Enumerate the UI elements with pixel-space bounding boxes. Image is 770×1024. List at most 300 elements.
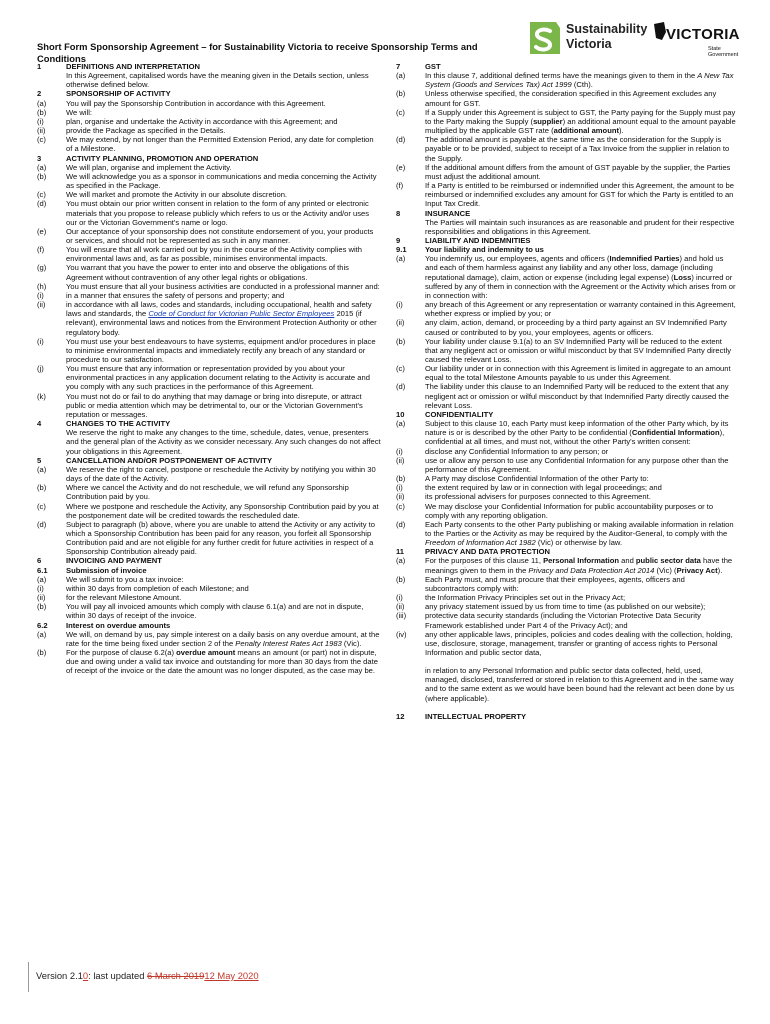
clause-text-run: its professional advisers for purposes connected to this Agreement. <box>425 492 651 502</box>
clause-text-run: provide the Package as specified in the Details. <box>66 126 226 136</box>
clause-text <box>425 602 736 611</box>
clause-number: 12 <box>396 711 405 721</box>
clause-number: (i) <box>396 593 403 603</box>
clause-paragraph <box>396 492 736 501</box>
clause-paragraph <box>396 254 736 300</box>
clause-number <box>396 666 425 703</box>
act-title: A New Tax System (Goods and Services Tax) Act 1999 <box>425 71 734 90</box>
clause-paragraph <box>37 163 382 172</box>
clause-text <box>66 291 382 300</box>
clause-text <box>425 712 736 721</box>
clause-paragraph <box>37 135 382 153</box>
act-title: Penalty Interest Rates Act 1983 <box>235 638 342 648</box>
clause-number: (a) <box>396 71 406 81</box>
clause-text-run: ). <box>619 126 624 136</box>
clause-text-run: in accordance with all laws, codes and standards, including occupational, health and safety laws and standards, the <box>66 300 372 319</box>
document-title: Short Form Sponsorship Agreement – for Sustainability Victoria to receive Sponsorship Terms and Conditions <box>37 41 478 64</box>
clause-number: (ii) <box>37 300 46 310</box>
clause-paragraph <box>396 300 736 318</box>
clause-number: 1 <box>37 62 42 71</box>
clause-paragraph <box>396 447 736 456</box>
vic-logo-sub1: State <box>708 46 721 52</box>
clause-text <box>425 382 736 409</box>
vic-logo-sub2: Government <box>708 52 739 58</box>
clause-text-run: We reserve the right to cancel, postpone or reschedule the Activity by notifying you within 30 days of the date of the Activity. <box>66 464 376 484</box>
clause-number: (b) <box>37 648 47 657</box>
clause-text-run: We will market and promote the Activity in our absolute discretion. <box>66 190 288 200</box>
clause-text <box>66 465 382 483</box>
clause-text <box>66 566 382 575</box>
clause-text <box>66 648 382 675</box>
clause-text-run: any privacy statement issued by us from time to time (as published on our website); <box>425 602 706 612</box>
clause-text-run: (Cth). <box>571 80 593 90</box>
clause-paragraph <box>37 263 382 281</box>
clause-paragraph <box>396 135 736 162</box>
clause-number: (i) <box>396 483 403 493</box>
clause-paragraph <box>37 392 382 419</box>
clause-text-run: in a manner that ensures the safety of persons and property; and <box>66 290 285 300</box>
clause-text-run: LIABILITY AND INDEMNITIES <box>425 235 531 245</box>
clause-text <box>66 602 382 620</box>
clause-text-run: ACTIVITY PLANNING, PROMOTION AND OPERATION <box>66 153 259 163</box>
clause-text <box>425 520 736 547</box>
clause-paragraph <box>37 300 382 337</box>
clause-text-run: ) and hold us and each of them harmless against any liability and any other loss, damage (including reputational damage), claim, action or expense (including legal expense) ( <box>425 254 724 282</box>
clause-text-run: PRIVACY AND DATA PROTECTION <box>425 547 551 557</box>
clause-text-run: ) an additional amount equal to the amount payable multiplied by the applicable GST rate ( <box>425 116 736 136</box>
clause-text <box>425 181 736 208</box>
clause-paragraph <box>396 337 736 364</box>
clause-text-run: CANCELLATION AND/OR POSTPONEMENT OF ACTIVITY <box>66 455 273 465</box>
clause-text <box>66 263 382 281</box>
clause-number: (a) <box>396 556 406 566</box>
clause-text <box>66 190 382 199</box>
defined-term: Confidential Information <box>631 428 720 438</box>
clause-text <box>66 154 382 163</box>
clause-number: (d) <box>37 519 47 529</box>
clause-number: (b) <box>37 602 47 612</box>
clause-number: (ii) <box>37 593 46 603</box>
clause-text <box>66 428 382 455</box>
clause-heading <box>37 62 382 71</box>
clause-text <box>425 547 736 556</box>
clause-text <box>66 89 382 98</box>
clause-text-run: We will plan, organise and implement the Activity. <box>66 162 232 172</box>
footer-inserted-date: 12 May 2020 <box>204 970 259 981</box>
clause-text-run: (Vic). <box>341 638 362 648</box>
clause-number: (c) <box>37 190 46 200</box>
clause-text <box>425 71 736 89</box>
clause-text <box>66 392 382 419</box>
clause-text <box>425 318 736 336</box>
clause-paragraph <box>37 117 382 126</box>
clause-number: (i) <box>37 116 44 126</box>
footer-version-prefix: Version 2.1 <box>36 970 83 981</box>
clause-text <box>66 71 382 89</box>
clause-number: (a) <box>396 254 406 264</box>
act-title: Privacy and Data Protection Act 2014 <box>528 565 655 575</box>
clause-text <box>66 282 382 291</box>
clause-text <box>66 172 382 190</box>
clause-text-run: Your liability under clause 9.1(a) to an SV Indemnified Party will be reduced to the extent that any negligent act or omission or wilful misconduct by that SV Indemnified Party directly caused the relevant Loss. <box>425 336 732 364</box>
clause-number: (j) <box>37 364 44 374</box>
clause-text-run: If the additional amount differs from the amount of GST payable by the supplier, the Parties must adjust the additional amount. <box>425 162 731 181</box>
clause-text-run: You must use your best endeavours to have systems, equipment and/or procedures in place to minimise environmental impacts and immediately rectify any breach of any standard or procedure to our satisfaction. <box>66 336 376 364</box>
clause-text <box>425 218 736 236</box>
clause-text <box>425 556 736 574</box>
clause-text-run: protective data security standards (including the Victorian Protective Data Security Framework established under Part 4 of the Privacy Act); and <box>425 611 701 630</box>
clause-text-run: We will submit to you a tax invoice: <box>66 574 184 584</box>
clause-number: (i) <box>396 300 403 310</box>
clause-text <box>425 666 736 703</box>
act-title: Freedom of Information Act 1982 <box>425 538 536 548</box>
clause-text <box>425 630 736 657</box>
version-footer <box>36 970 259 981</box>
clause-text-run: You must ensure that any information or representation provided by you about your environmental practices in any application document relating to the Activity is accurate and you comply with any such practices in the performance of this Agreement. <box>66 364 370 392</box>
clause-number: (c) <box>396 364 405 374</box>
clause-text-run: You warrant that you have the power to enter into and observe the obligations of this Agreement without contravention of any other legal rights or obligations. <box>66 263 349 282</box>
clause-text-run: have the meanings given to them in the <box>425 556 733 575</box>
clause-paragraph <box>37 502 382 520</box>
clause-paragraph <box>37 520 382 557</box>
clause-text <box>425 410 736 419</box>
clause-text-run: 2015 (if relevant), environmental laws and notices from the Environment Protection Authority or other regulatory body. <box>66 309 377 337</box>
clause-text-run: the extent required by law or in connection with legal proceedings; and <box>425 483 662 493</box>
clause-number: (i) <box>396 446 403 456</box>
clause-number: 6 <box>37 556 42 566</box>
clause-text-run: Subject to this clause 10, each Party must keep information of the other Party which, by its nature is or is described by the other Party to be confidential ( <box>425 419 729 438</box>
clause-paragraph <box>37 99 382 108</box>
clause-heading <box>37 89 382 98</box>
clause-number: 11 <box>396 547 405 557</box>
clause-text <box>425 419 736 446</box>
clause-text-run: within 30 days from completion of each Milestone; and <box>66 583 249 593</box>
clause-paragraph <box>396 575 736 593</box>
clause-text-run: Subject to paragraph (b) above, where you are unable to attend the Activity or any activity to which a Sponsorship Contribution has been paid for any reason, you forfeit all Sponsorship Contribution paid and are not eligible for any further credit for future activities in respect of a Sponsorship Contribution already paid. <box>66 519 375 557</box>
clause-number: (c) <box>37 501 46 511</box>
clause-number: (k) <box>37 391 46 401</box>
clause-text-run: You will pay all invoiced amounts which comply with clause 6.1(a) and are not in dispute, within 30 days of receipt of the invoice. <box>66 602 364 621</box>
clause-text <box>425 62 736 71</box>
clause-text <box>425 108 736 135</box>
defined-term: Loss <box>673 272 692 282</box>
clause-paragraph <box>396 611 736 629</box>
clause-paragraph <box>396 474 736 483</box>
clause-heading <box>37 621 382 630</box>
clause-number: (a) <box>37 98 47 108</box>
clause-heading <box>37 456 382 465</box>
clause-paragraph <box>37 648 382 675</box>
clause-text <box>66 126 382 135</box>
clause-text-run: You will ensure that all work carried out by you in the course of the Activity complies with environmental laws and, as far as possible, minimises environmental impacts. <box>66 245 363 264</box>
clause-number: (b) <box>37 483 47 493</box>
clause-text-run: Submission of invoice <box>66 565 147 575</box>
clause-heading <box>396 62 736 71</box>
clause-number: (e) <box>396 162 406 172</box>
clause-heading <box>396 245 736 254</box>
clause-heading <box>396 236 736 245</box>
clause-number: (a) <box>37 464 47 474</box>
clause-number: (ii) <box>396 455 405 465</box>
clause-text-run: GST <box>425 62 441 71</box>
clause-text-run: We reserve the right to make any changes to the time, schedule, dates, venue, presenters and the general plan of the Activity as we consider necessary. Any such changes do not affect your obligations in this Agreement. <box>66 428 381 456</box>
clause-number: (ii) <box>37 126 46 136</box>
clause-text <box>66 593 382 602</box>
clause-paragraph <box>37 126 382 135</box>
clause-number: (b) <box>396 336 406 346</box>
clause-text-run: In this clause 7, additional defined terms have the meanings given to them in the <box>425 71 698 81</box>
clause-text <box>66 199 382 226</box>
clause-paragraph <box>396 89 736 107</box>
clause-paragraph <box>396 520 736 547</box>
defined-term: overdue amount <box>176 648 236 657</box>
clause-paragraph <box>37 364 382 391</box>
clause-paragraph <box>396 602 736 611</box>
clause-text-run: ). <box>717 565 723 575</box>
clause-text-run: the Information Privacy Principles set out in the Privacy Act; <box>425 593 626 603</box>
clause-text-run: The additional amount is payable at the same time as the consideration for the Supply is payable or to be provided, subject to receipt of a Tax Invoice from the supplier in relation to the Supply. <box>425 135 730 163</box>
clause-text-run: You must ensure that all your business activities are conducted in a professional manner and: <box>66 281 380 291</box>
clause-text-run: You must not do or fail to do anything that may damage or bring into disrepute, or attract public or media attention which may be detrimental to, our or the Victorian Government's reputation or messages. <box>66 391 363 419</box>
clause-text <box>66 483 382 501</box>
clause-paragraph <box>396 108 736 135</box>
clause-text <box>425 474 736 483</box>
clause-number: (i) <box>37 336 44 346</box>
clause-text-run: We will, on demand by us, pay simple interest on a daily basis on any overdue amount, at the rate for the time being fixed under section 2 of the <box>66 629 380 648</box>
clause-number <box>37 428 66 455</box>
clause-text-run: use or allow any person to use any Confidential Information for any purpose other than the performance of this Agreement. <box>425 455 729 474</box>
clause-text-run: (Vic) or otherwise by law. <box>535 538 623 548</box>
clause-number: (d) <box>37 199 47 209</box>
clause-paragraph <box>396 419 736 446</box>
clause-heading <box>396 547 736 556</box>
clause-text-run: INSURANCE <box>425 208 471 218</box>
clause-paragraph <box>396 218 736 236</box>
clause-number: (ii) <box>396 602 405 612</box>
clause-text-run: for the relevant Milestone Amount. <box>66 593 182 603</box>
clause-number: (i) <box>37 290 44 300</box>
defined-term: Indemnified Parties <box>609 254 680 264</box>
clause-text-run: CONFIDENTIALITY <box>425 409 494 419</box>
clause-text-run: Where we postpone and reschedule the Activity, any Sponsorship Contribution paid by you at the postponement date will be credited towards the rescheduled date. <box>66 501 379 520</box>
clause-text <box>66 502 382 520</box>
clause-number: 2 <box>37 89 42 99</box>
clause-heading <box>37 566 382 575</box>
footer-deleted-date: 6 March 2019 <box>147 970 205 981</box>
clause-number: 6.1 <box>37 565 48 575</box>
clause-paragraph <box>37 71 382 89</box>
clause-text-run: The liability under this clause to an Indemnified Party will be reduced to the extent that any negligent act or omission or wilful misconduct by that Indemnified Party directly caused the relevant Loss. <box>425 382 729 410</box>
clause-text-run: DEFINITIONS AND INTERPRETATION <box>66 62 201 71</box>
clause-text-run: We may disclose your Confidential Information for public accountability purposes or to comply with any reporting obligation. <box>425 501 714 520</box>
clause-text <box>425 593 736 602</box>
clause-text <box>66 364 382 391</box>
clause-text-run: For the purpose of clause 6.2(a) <box>66 648 177 657</box>
clause-text-run: Where we cancel the Activity and do not reschedule, we will refund any Sponsorship Contribution paid by you. <box>66 483 349 502</box>
sv-logo-line1: Sustainability <box>566 22 648 36</box>
clause-heading <box>37 419 382 428</box>
footer-inserted-version: 0 <box>82 970 89 981</box>
clause-text <box>425 492 736 501</box>
clause-heading <box>396 410 736 419</box>
clause-number: (i) <box>37 583 44 593</box>
clause-text-run: In this Agreement, capitalised words have the meaning given in the Details section, unless otherwise defined below. <box>66 71 369 90</box>
clause-number: (b) <box>396 89 406 99</box>
clause-text <box>66 300 382 337</box>
clause-paragraph <box>396 593 736 602</box>
clause-paragraph <box>396 483 736 492</box>
victoria-state-government-logo <box>652 18 748 64</box>
clause-text <box>425 245 736 254</box>
clause-text <box>66 621 382 630</box>
clause-paragraph <box>37 199 382 226</box>
clause-text <box>425 135 736 162</box>
clause-text-run: The Parties will maintain such insurances as are reasonable and prudent for their respective responsibilities and obligations in this Agreement. <box>425 217 735 236</box>
clause-number: 8 <box>396 208 401 218</box>
clause-number: (a) <box>37 574 47 584</box>
clause-text <box>66 337 382 364</box>
clause-paragraph <box>396 181 736 208</box>
clause-text <box>425 456 736 474</box>
clause-number: (h) <box>37 281 47 291</box>
clause-paragraph <box>37 575 382 584</box>
clause-text <box>66 117 382 126</box>
clause-text <box>66 163 382 172</box>
clause-text-run: Your liability and indemnity to us <box>425 245 544 255</box>
clause-paragraph <box>37 630 382 648</box>
clause-paragraph <box>37 428 382 455</box>
defined-term: public sector data <box>635 556 701 566</box>
clause-text-run: means an amount (or part) not in dispute, due and owing under a valid tax invoice and outstanding for more than 30 days from the date of receipt of the invoice or the date the amount was no longer disputed, as the case may be. <box>66 648 378 676</box>
clause-paragraph <box>37 245 382 263</box>
clause-text-run: You will pay the Sponsorship Contribution in accordance with this Agreement. <box>66 98 326 108</box>
clause-number: 6.2 <box>37 620 48 630</box>
clause-number: (d) <box>396 382 406 392</box>
clause-text-run: any other applicable laws, principles, policies and codes dealing with the collection, holding, use, disclosure, storage, management, transfer or granting of access rights to Personal Information and public sector data, <box>425 629 733 657</box>
clause-number: (ii) <box>396 492 405 502</box>
clause-text-run: in relation to any Personal Information and public sector data collected, held, used, managed, disclosed, transferred or stored in relation to this Agreement and in the same way and to the same extent as we would have been bound had the relevant act been done by us (where applicable). <box>425 666 735 703</box>
clause-paragraph <box>37 172 382 190</box>
clause-text <box>425 236 736 245</box>
clause-paragraph <box>396 71 736 89</box>
clause-text-run: INVOICING AND PAYMENT <box>66 556 162 566</box>
clause-paragraph <box>396 364 736 382</box>
clause-paragraph <box>37 337 382 364</box>
clause-number: (g) <box>37 263 47 273</box>
clause-text <box>66 62 382 71</box>
clause-text <box>425 209 736 218</box>
clause-number: (b) <box>37 171 47 181</box>
clause-number <box>396 218 425 236</box>
clause-text <box>66 227 382 245</box>
clause-text-run: Our acceptance of your sponsorship does not constitute endorsement of you, your products or services, and should not be represented as such in any manner. <box>66 226 374 245</box>
clause-text <box>425 483 736 492</box>
vic-logo-word: VICTORIA <box>666 26 740 43</box>
clause-text-run: Each Party consents to the other Party publishing or making available information in relation to the Parties or the Activity as may be required by the Auditor-General, to comply with the <box>425 519 734 538</box>
clause-text-run: ), confidential at all times, and must not, without the other Party's written consent: <box>425 428 725 447</box>
right-column <box>396 62 736 721</box>
clause-number <box>37 71 66 89</box>
clause-text-run: If a Supply under this Agreement is subject to GST, the Party paying for the Supply must pay to the Party making the Supply ( <box>425 107 736 126</box>
clause-text-run: SPONSORSHIP OF ACTIVITY <box>66 89 171 99</box>
sustainability-victoria-logo <box>526 20 646 60</box>
clause-paragraph <box>37 593 382 602</box>
clause-text <box>425 163 736 181</box>
clause-text-run: INTELLECTUAL PROPERTY <box>425 711 527 721</box>
clause-text <box>66 584 382 593</box>
clause-number: (d) <box>396 519 406 529</box>
clause-text-run: You must obtain our prior written consent in relation to the form of any printed or electronic materials that you propose to release publicly which refers to us or the Activity and/or uses our or the Victorian Government's name or logo. <box>66 199 370 227</box>
clause-paragraph <box>396 456 736 474</box>
clause-paragraph <box>37 465 382 483</box>
clause-paragraph <box>37 190 382 199</box>
clause-number: (b) <box>37 107 47 117</box>
clause-number: (a) <box>37 162 47 172</box>
clause-text-run: We will acknowledge you as a sponsor in communications and media concerning the Activity as specified in the Package. <box>66 171 377 191</box>
clause-number: (a) <box>396 419 406 429</box>
clause-text <box>66 135 382 153</box>
clause-number: (f) <box>37 245 45 255</box>
clause-number: (b) <box>396 574 406 584</box>
sv-logo-line2: Victoria <box>566 37 612 51</box>
clause-number: (ii) <box>396 318 405 328</box>
clause-paragraph <box>37 602 382 620</box>
clause-text <box>425 502 736 520</box>
clause-text <box>425 337 736 364</box>
clause-text <box>425 89 736 107</box>
clause-number: (c) <box>37 135 46 145</box>
clause-text-run: ) incurred or suffered by any of them in connection with the Agreement or the Activity which arises from or in connection with: <box>425 272 736 300</box>
clause-text-run: any claim, action, demand, or proceeding by a third party against an SV Indemnified Party caused or contributed to by you, your employees, agents or officers. <box>425 318 727 337</box>
clause-heading <box>396 712 736 721</box>
clause-text-run: CHANGES TO THE ACTIVITY <box>66 419 171 429</box>
clause-number: 4 <box>37 419 42 429</box>
clause-text-run: For the purposes of this clause 11, <box>425 556 544 566</box>
clause-text <box>425 611 736 629</box>
footer-divider <box>28 962 29 992</box>
clause-number: 3 <box>37 153 42 163</box>
clause-number: (iv) <box>396 629 407 639</box>
clause-text-run: Interest on overdue amounts <box>66 620 171 630</box>
clause-text <box>66 456 382 465</box>
defined-term: additional amount <box>553 126 619 136</box>
clause-paragraph <box>37 291 382 300</box>
clause-text-run: and <box>619 556 636 566</box>
defined-term: Personal Information <box>543 556 620 566</box>
clause-number: 9 <box>396 235 401 245</box>
sv-logo-mark-icon <box>526 20 562 58</box>
clause-number: (f) <box>396 181 404 191</box>
clause-text-run: Each Party must, and must procure that their employees, agents, officers and subcontractors comply with: <box>425 574 685 593</box>
clause-text-run: If a Party is entitled to be reimbursed or indemnified under this Agreement, the amount to be reimbursed or indemnified excludes any amount for GST for which the Party is entitled to an Input Tax Credit. <box>425 181 734 209</box>
clause-text-run: We may extend, by not longer than the Permitted Extension Period, any date for completion of a Milestone. <box>66 135 374 154</box>
clause-paragraph <box>37 282 382 291</box>
clause-paragraph <box>396 666 736 703</box>
clause-text-run: plan, organise and undertake the Activity in accordance with this Agreement; and <box>66 116 338 126</box>
clause-paragraph <box>37 227 382 245</box>
clause-heading <box>37 556 382 565</box>
clause-heading <box>396 209 736 218</box>
clause-number: (c) <box>396 501 405 511</box>
clause-text <box>66 99 382 108</box>
clause-text <box>66 520 382 557</box>
clause-text <box>66 419 382 428</box>
code-of-conduct-link[interactable]: Code of Conduct for Victorian Public Sector Employees <box>148 309 335 319</box>
clause-text-run: Unless otherwise specified, the consideration specified in this Agreement excludes any amount for GST. <box>425 89 717 108</box>
clause-text-run: Our liability under or in connection with this Agreement is limited in aggregate to an amount equal to the total Milestone Amounts payable to us under this Agreement. <box>425 364 731 383</box>
left-column <box>37 62 382 675</box>
clause-paragraph <box>37 483 382 501</box>
